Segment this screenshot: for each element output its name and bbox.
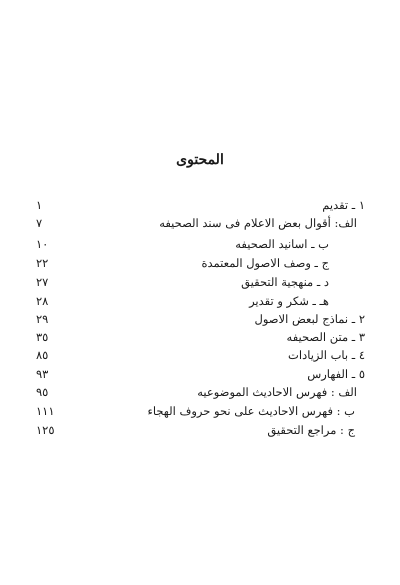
toc-entry-page: ٩٥ [36,385,49,399]
toc-entry [36,364,365,384]
toc-entry-label: ٢ ـ نماذج لبعض الاصول [254,312,365,326]
toc-entry [36,253,365,273]
toc-entry-page: ٣٥ [36,330,49,344]
toc-entry-label: ٤ ـ باب الزيادات [288,348,365,362]
toc-entry-page: ٢٧ [36,275,49,289]
toc-entry [36,345,365,365]
toc-entry-page: ٨٥ [36,348,49,362]
toc-entry [36,382,365,402]
toc-entry-page: ١٠ [36,237,49,251]
toc-entry-label: هـ ـ شكر و تقدير [249,294,329,308]
toc-entry [36,234,365,254]
toc-entry-label: ج ـ وصف الاصول المعتمدة [201,256,329,270]
toc-entry-page: ١٢٥ [36,423,55,437]
toc-entry [36,213,365,233]
toc-entry-page: ٢٨ [36,294,49,308]
page-title: المحتوى [176,152,224,168]
toc-entry-label: الف: أقوال بعض الاعلام فى سند الصحيفه [159,216,357,230]
toc-entry-label: الف : فهرس الاحاديث الموضوعيه [197,385,357,399]
toc-entry-label: ب ـ اسانيد الصحيفه [235,237,329,251]
toc-entry-label: ١ ـ تقديم [322,198,365,212]
toc-entry [36,291,365,311]
toc-entry-page: ١١١ [36,404,55,418]
toc-entry-label: د ـ منهجية التحقيق [241,275,329,289]
toc-entry [36,327,365,347]
toc-entry-label: ب : فهرس الاحاديث على نحو حروف الهجاء [147,404,355,418]
toc-entry [36,420,365,440]
toc-entry [36,309,365,329]
toc-entry-page: ٧ [36,216,43,230]
toc-entry-label: ٥ ـ الفهارس [307,367,365,381]
toc-entry [36,195,365,215]
toc-entry-page: ٩٣ [36,367,49,381]
toc-entry [36,272,365,292]
toc-entry-page: ١ [36,198,43,212]
toc-entry-label: ج : مراجع التحقيق [267,423,355,437]
toc-entry-label: ٣ ـ متن الصحيفه [286,330,365,344]
toc-entry-page: ٢٩ [36,312,49,326]
toc-entry [36,401,365,421]
toc-entry-page: ٢٢ [36,256,49,270]
